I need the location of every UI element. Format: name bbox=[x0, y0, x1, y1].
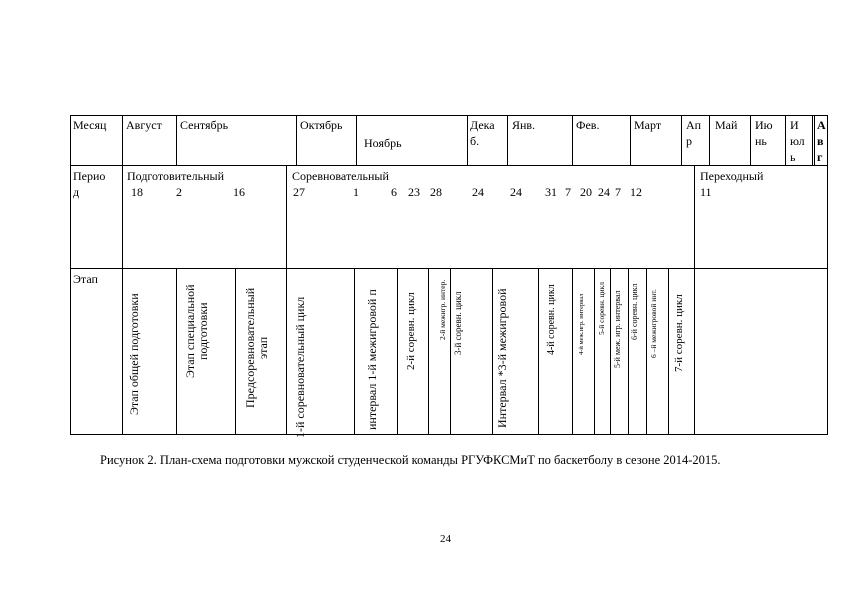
stage-label bbox=[598, 282, 606, 335]
period-prep-num: 16 bbox=[233, 185, 245, 199]
month-march: Март bbox=[634, 118, 662, 132]
period-comp-num: 12 bbox=[630, 185, 642, 199]
month-december-1: Дека bbox=[470, 118, 495, 132]
month-divider bbox=[750, 115, 751, 165]
stage-label-line: 4-й соревн. цикл bbox=[546, 284, 557, 355]
stage-label-line: 1-й соревновательный цикл bbox=[293, 296, 307, 438]
month-divider bbox=[356, 115, 357, 165]
stage-label-line: 3-й соревн. цикл bbox=[453, 291, 463, 355]
stage-label bbox=[631, 283, 640, 340]
stage-divider bbox=[668, 268, 669, 434]
stage-divider bbox=[628, 268, 629, 434]
month-february: Фев. bbox=[576, 118, 600, 132]
stage-label-line: Этап специальной bbox=[183, 284, 197, 378]
period-comp-num: 7 bbox=[565, 185, 571, 199]
stage-label bbox=[650, 289, 658, 358]
stage-divider bbox=[646, 268, 647, 434]
period-comp-num: 1 bbox=[353, 185, 359, 199]
stage-divider bbox=[492, 268, 493, 434]
period-comp-num: 28 bbox=[430, 185, 442, 199]
stage-label-line: 2-й соревн. цикл bbox=[405, 292, 417, 370]
period-comp-num: 23 bbox=[408, 185, 420, 199]
stage-label bbox=[294, 297, 307, 438]
row-divider-2 bbox=[70, 268, 828, 269]
page-number: 24 bbox=[440, 533, 451, 545]
row-label-month: Месяц bbox=[73, 118, 107, 132]
month-divider bbox=[176, 115, 177, 165]
period-divider bbox=[286, 165, 287, 268]
period-comp-num: 27 bbox=[293, 185, 305, 199]
month-divider bbox=[467, 115, 468, 165]
stage-label-line: 5-й меж. игр. интервал bbox=[613, 290, 622, 368]
stage-divider bbox=[176, 268, 177, 434]
table-right-border bbox=[827, 115, 828, 435]
month-june-2: нь bbox=[755, 134, 767, 148]
row-divider-1 bbox=[70, 165, 828, 166]
stage-label-line: подготовки bbox=[196, 302, 211, 361]
month-july-2: юл bbox=[790, 134, 805, 148]
table-left-border bbox=[70, 115, 71, 435]
stage-label bbox=[546, 284, 557, 355]
stage-divider bbox=[428, 268, 429, 434]
period-divider bbox=[694, 165, 695, 268]
month-june-1: Ию bbox=[755, 118, 773, 132]
stage-label-line: 7-й соревн. цикл bbox=[673, 294, 685, 372]
period-trans-num: 11 bbox=[700, 185, 712, 199]
stage-label bbox=[454, 291, 464, 355]
stage-label-line: 4-й меж.игр. интервал bbox=[578, 293, 585, 355]
month-april-1: Ап bbox=[686, 118, 702, 132]
period-comp-num: 31 bbox=[545, 185, 557, 199]
month-divider bbox=[814, 115, 815, 165]
period-comp-num: 20 bbox=[580, 185, 592, 199]
stage-label bbox=[578, 294, 585, 355]
stage-divider bbox=[450, 268, 451, 434]
month-divider bbox=[572, 115, 573, 165]
month-divider bbox=[296, 115, 297, 165]
month-divider bbox=[630, 115, 631, 165]
stage-label-line: 6-й соревн. цикл bbox=[630, 283, 639, 340]
month-october: Октябрь bbox=[300, 118, 343, 132]
stage-label bbox=[128, 293, 141, 415]
stage-label bbox=[366, 289, 379, 430]
table-bottom-border bbox=[70, 434, 828, 435]
month-divider bbox=[785, 115, 786, 165]
month-august: Август bbox=[126, 118, 162, 132]
month-july-1: И bbox=[790, 118, 799, 132]
period-comp-num: 24 bbox=[598, 185, 610, 199]
stage-label-line: Предсоревновательный bbox=[243, 287, 257, 408]
row-label-period-1: Перио bbox=[73, 169, 106, 183]
stage-label bbox=[673, 294, 685, 372]
stage-divider bbox=[572, 268, 573, 434]
period-comp-num: 7 bbox=[615, 185, 621, 199]
month-january: Янв. bbox=[512, 118, 536, 132]
row-label-period-2: д bbox=[73, 185, 80, 199]
month-august2-1: А bbox=[817, 118, 826, 132]
stage-divider bbox=[694, 268, 695, 434]
month-november: Ноябрь bbox=[364, 136, 402, 150]
month-december-2: б. bbox=[470, 134, 480, 148]
stage-label bbox=[496, 288, 509, 428]
month-divider bbox=[507, 115, 508, 165]
stage-label-line: интервал 1-й межигровой п bbox=[365, 289, 379, 430]
period-competitive: Соревновательный bbox=[292, 169, 389, 183]
stage-label-line: 6 –й межигровой инт. bbox=[649, 289, 658, 358]
stage-label-line: Этап общей подготовки bbox=[127, 293, 141, 415]
stage-divider bbox=[538, 268, 539, 434]
month-september: Сентябрь bbox=[180, 118, 229, 132]
figure-caption: Рисунок 2. План-схема подготовки мужской студенческой команды РГУФКСМиТ по баскетболу в сезоне 2014-2015. bbox=[100, 453, 721, 467]
period-preparatory: Подготовительный bbox=[127, 169, 225, 183]
period-comp-num: 24 bbox=[510, 185, 522, 199]
month-divider bbox=[709, 115, 710, 165]
stage-divider bbox=[610, 268, 611, 434]
stage-label-line: 5-й соревн. цикл bbox=[597, 281, 606, 335]
stage-label-line: этап bbox=[256, 336, 271, 359]
stage-label bbox=[439, 280, 447, 340]
stage-divider bbox=[286, 268, 287, 434]
stage-label bbox=[405, 292, 417, 370]
month-divider bbox=[681, 115, 682, 165]
month-divider bbox=[812, 115, 813, 165]
month-august2-3: г bbox=[817, 150, 823, 164]
month-may: Май bbox=[715, 118, 738, 132]
month-august2-2: в bbox=[817, 134, 824, 148]
period-transitional: Переходный bbox=[700, 169, 764, 183]
period-prep-num: 18 bbox=[131, 185, 143, 199]
stage-divider bbox=[354, 268, 355, 434]
label-column-divider bbox=[122, 115, 123, 435]
stage-divider bbox=[397, 268, 398, 434]
stage-label bbox=[614, 290, 623, 368]
stage-divider bbox=[594, 268, 595, 434]
stage-label-line: 2-й межигр. интер. bbox=[438, 279, 447, 340]
table-top-border bbox=[70, 115, 828, 116]
month-april-2: р bbox=[686, 134, 692, 148]
month-july-3: ь bbox=[790, 150, 796, 164]
stage-label-line: Интервал *3-й межигровой bbox=[495, 288, 509, 428]
stage-divider bbox=[235, 268, 236, 434]
stage-label bbox=[244, 288, 270, 408]
period-comp-num: 6 bbox=[391, 185, 397, 199]
row-label-stage: Этап bbox=[73, 272, 98, 286]
stage-label bbox=[184, 284, 210, 378]
period-prep-num: 2 bbox=[176, 185, 182, 199]
period-comp-num: 24 bbox=[472, 185, 484, 199]
